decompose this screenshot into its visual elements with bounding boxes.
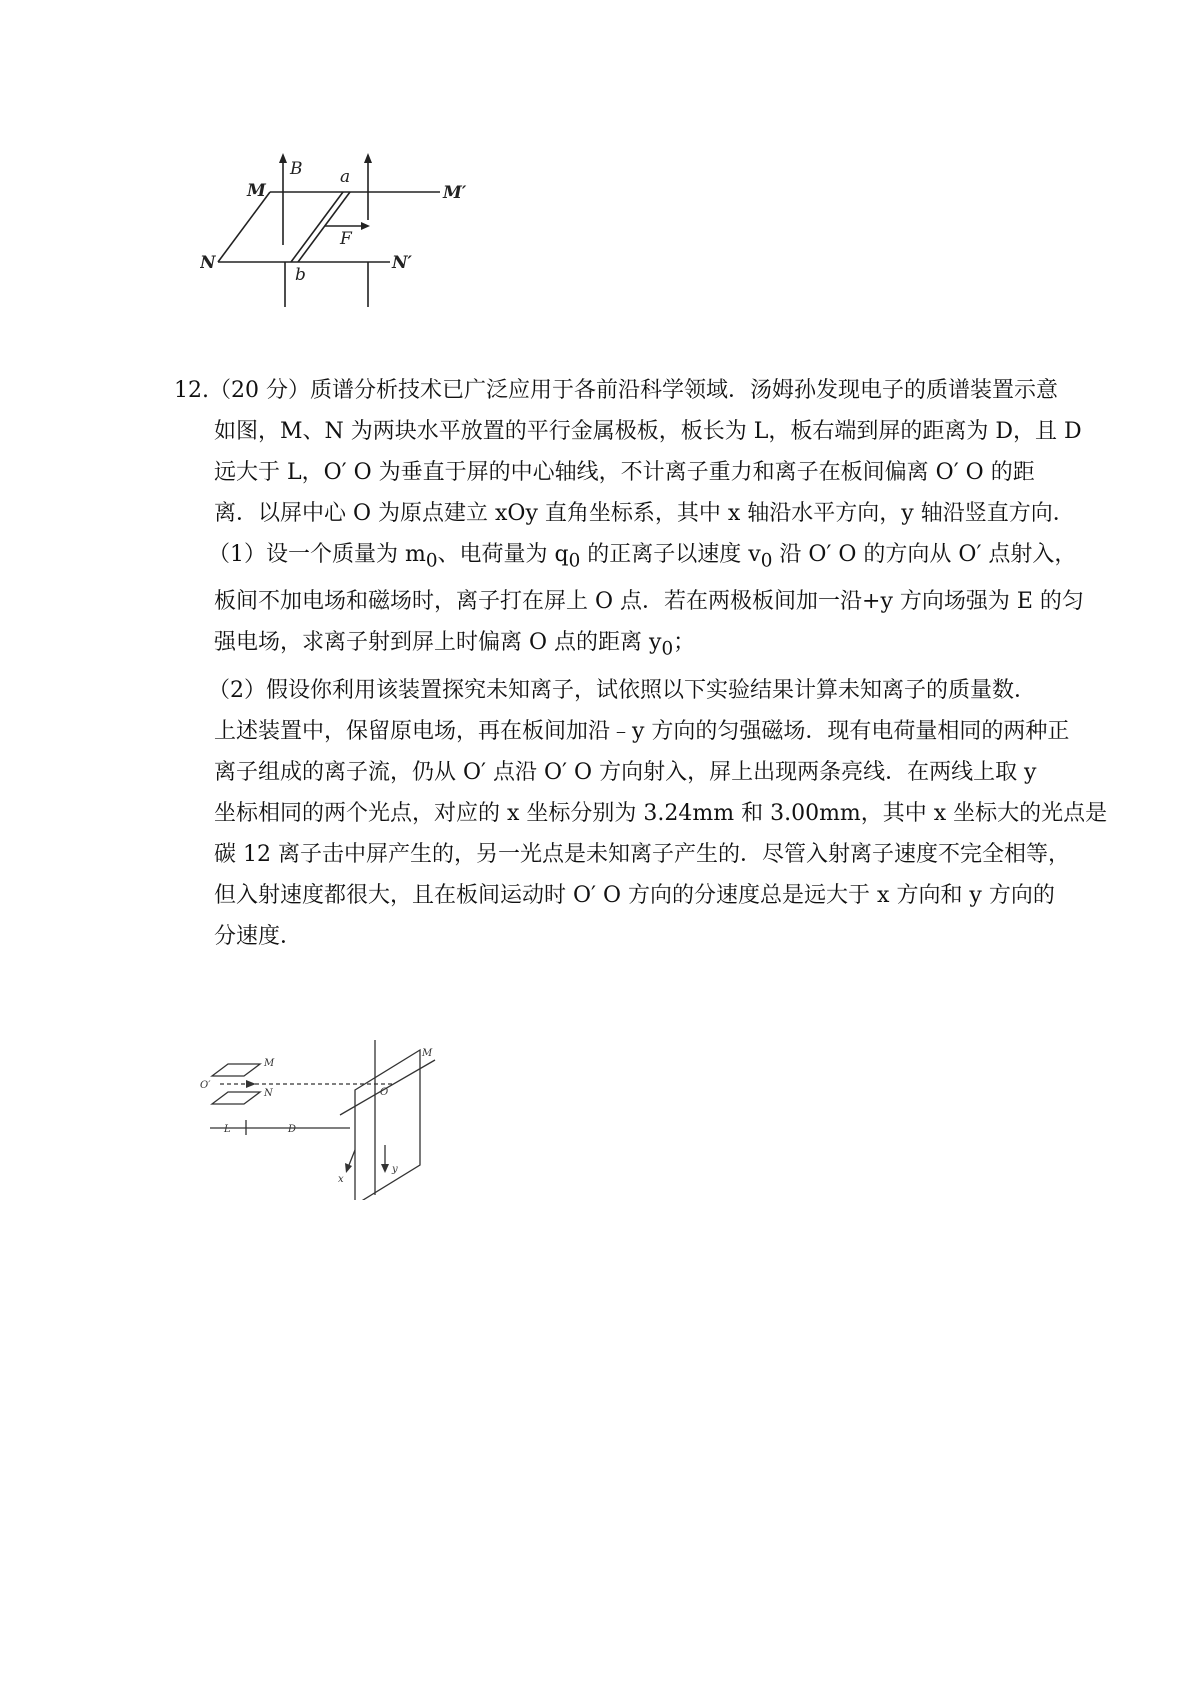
subscript: 0 [760,550,773,572]
problem-line: 离．以屏中心 O 为原点建立 xOy 直角坐标系，其中 x 轴沿水平方向，y 轴沿竖直方向． [214,501,1075,526]
problem-score: （20 分） [209,378,310,403]
label-f: F [340,229,352,249]
label-n: N [200,253,216,273]
label-m-screen: M [422,1048,433,1059]
label-o-prime: O′ [200,1080,211,1091]
arrow-head-icon [364,153,372,163]
label-a: a [340,167,351,187]
label-n-plate: N [264,1088,273,1099]
arrow-head-icon [279,153,287,163]
subscript: 0 [425,550,438,572]
part2-line: 上述装置中，保留原电场，再在板间加沿﹣y 方向的匀强磁场．现有电荷量相同的两种正 [214,718,1070,744]
part2-line: 分速度． [214,923,303,949]
problem-line: 如图，M、N 为两块水平放置的平行金属极板，板长为 L，板右端到屏的距离为 D，且 D [214,419,1082,444]
part2-line: 离子组成的离子流，仍从 O′ 点沿 O′ O 方向射入，屏上出现两条亮线．在两线上取 y [214,759,1037,785]
label-x: x [338,1174,344,1185]
arrow-head-icon [361,222,370,230]
screen [355,1050,420,1200]
label-m: M [247,181,266,201]
rail-rod-figure [200,150,500,340]
label-l: L [224,1124,231,1135]
arrow-head-icon [246,1080,256,1088]
label-b-end: b [295,265,306,285]
label-b: B [290,159,303,179]
part1-text: 沿 O′ O 的方向从 O′ 点射入， [772,542,1077,567]
problem-text: 质谱分析技术已广泛应用于各前沿科学领域．汤姆孙发现电子的质谱装置示意 [310,378,1059,403]
part1-text: 的正离子以速度 v [580,542,761,567]
part1-text: （1）设一个质量为 m [208,542,426,567]
problem-12 [174,370,1108,957]
label-y: y [392,1164,398,1175]
rod-ab-line1 [291,192,343,262]
problem-line [174,370,1059,411]
part1-text: 强电场，求离子射到屏上时偏离 O 点的距离 y [214,630,662,656]
mass-spectrometer-figure [200,1040,460,1200]
part2-line: （2）假设你利用该装置探究未知离子，试依照以下实验结果计算未知离子的质量数． [208,677,1036,703]
part1-text: ； [673,630,696,656]
rail-left-edge [218,192,270,262]
arrow-head-icon [345,1163,352,1173]
part1-text: 、电荷量为 q [437,542,569,567]
arrow-head-icon [381,1164,389,1173]
subscript: 0 [661,638,674,660]
label-m-plate: M [264,1058,275,1069]
rod-ab-line2 [298,192,350,262]
plate-n [212,1092,260,1104]
part1-line [184,622,1034,669]
problem-line: 远大于 L，O′ O 为垂直于屏的中心轴线，不计离子重力和离子在板间偏离 O′ O 的距 [214,460,1035,485]
plate-m [212,1064,260,1076]
part1-line [184,534,1077,581]
label-n-prime: N′ [392,253,413,273]
problem-number: 12. [174,378,209,403]
label-m-prime: M′ [443,183,467,203]
part2-line: 碳 12 离子击中屏产生的，另一光点是未知离子产生的．尽管入射离子速度不完全相等， [214,841,1070,867]
label-d: D [288,1124,297,1135]
subscript: 0 [568,550,581,572]
part2-line: 但入射速度都很大，且在板间运动时 O′ O 方向的分速度总是远大于 x 方向和 y 方向的 [214,882,1055,908]
part1-line: 板间不加电场和磁场时，离子打在屏上 O 点．若在两极板间加一沿+y 方向场强为 E 的匀 [214,589,1084,615]
part2-line: 坐标相同的两个光点，对应的 x 坐标分别为 3.24mm 和 3.00mm，其中 x 坐标大的光点是 [214,800,1108,826]
label-o: O [380,1087,389,1098]
